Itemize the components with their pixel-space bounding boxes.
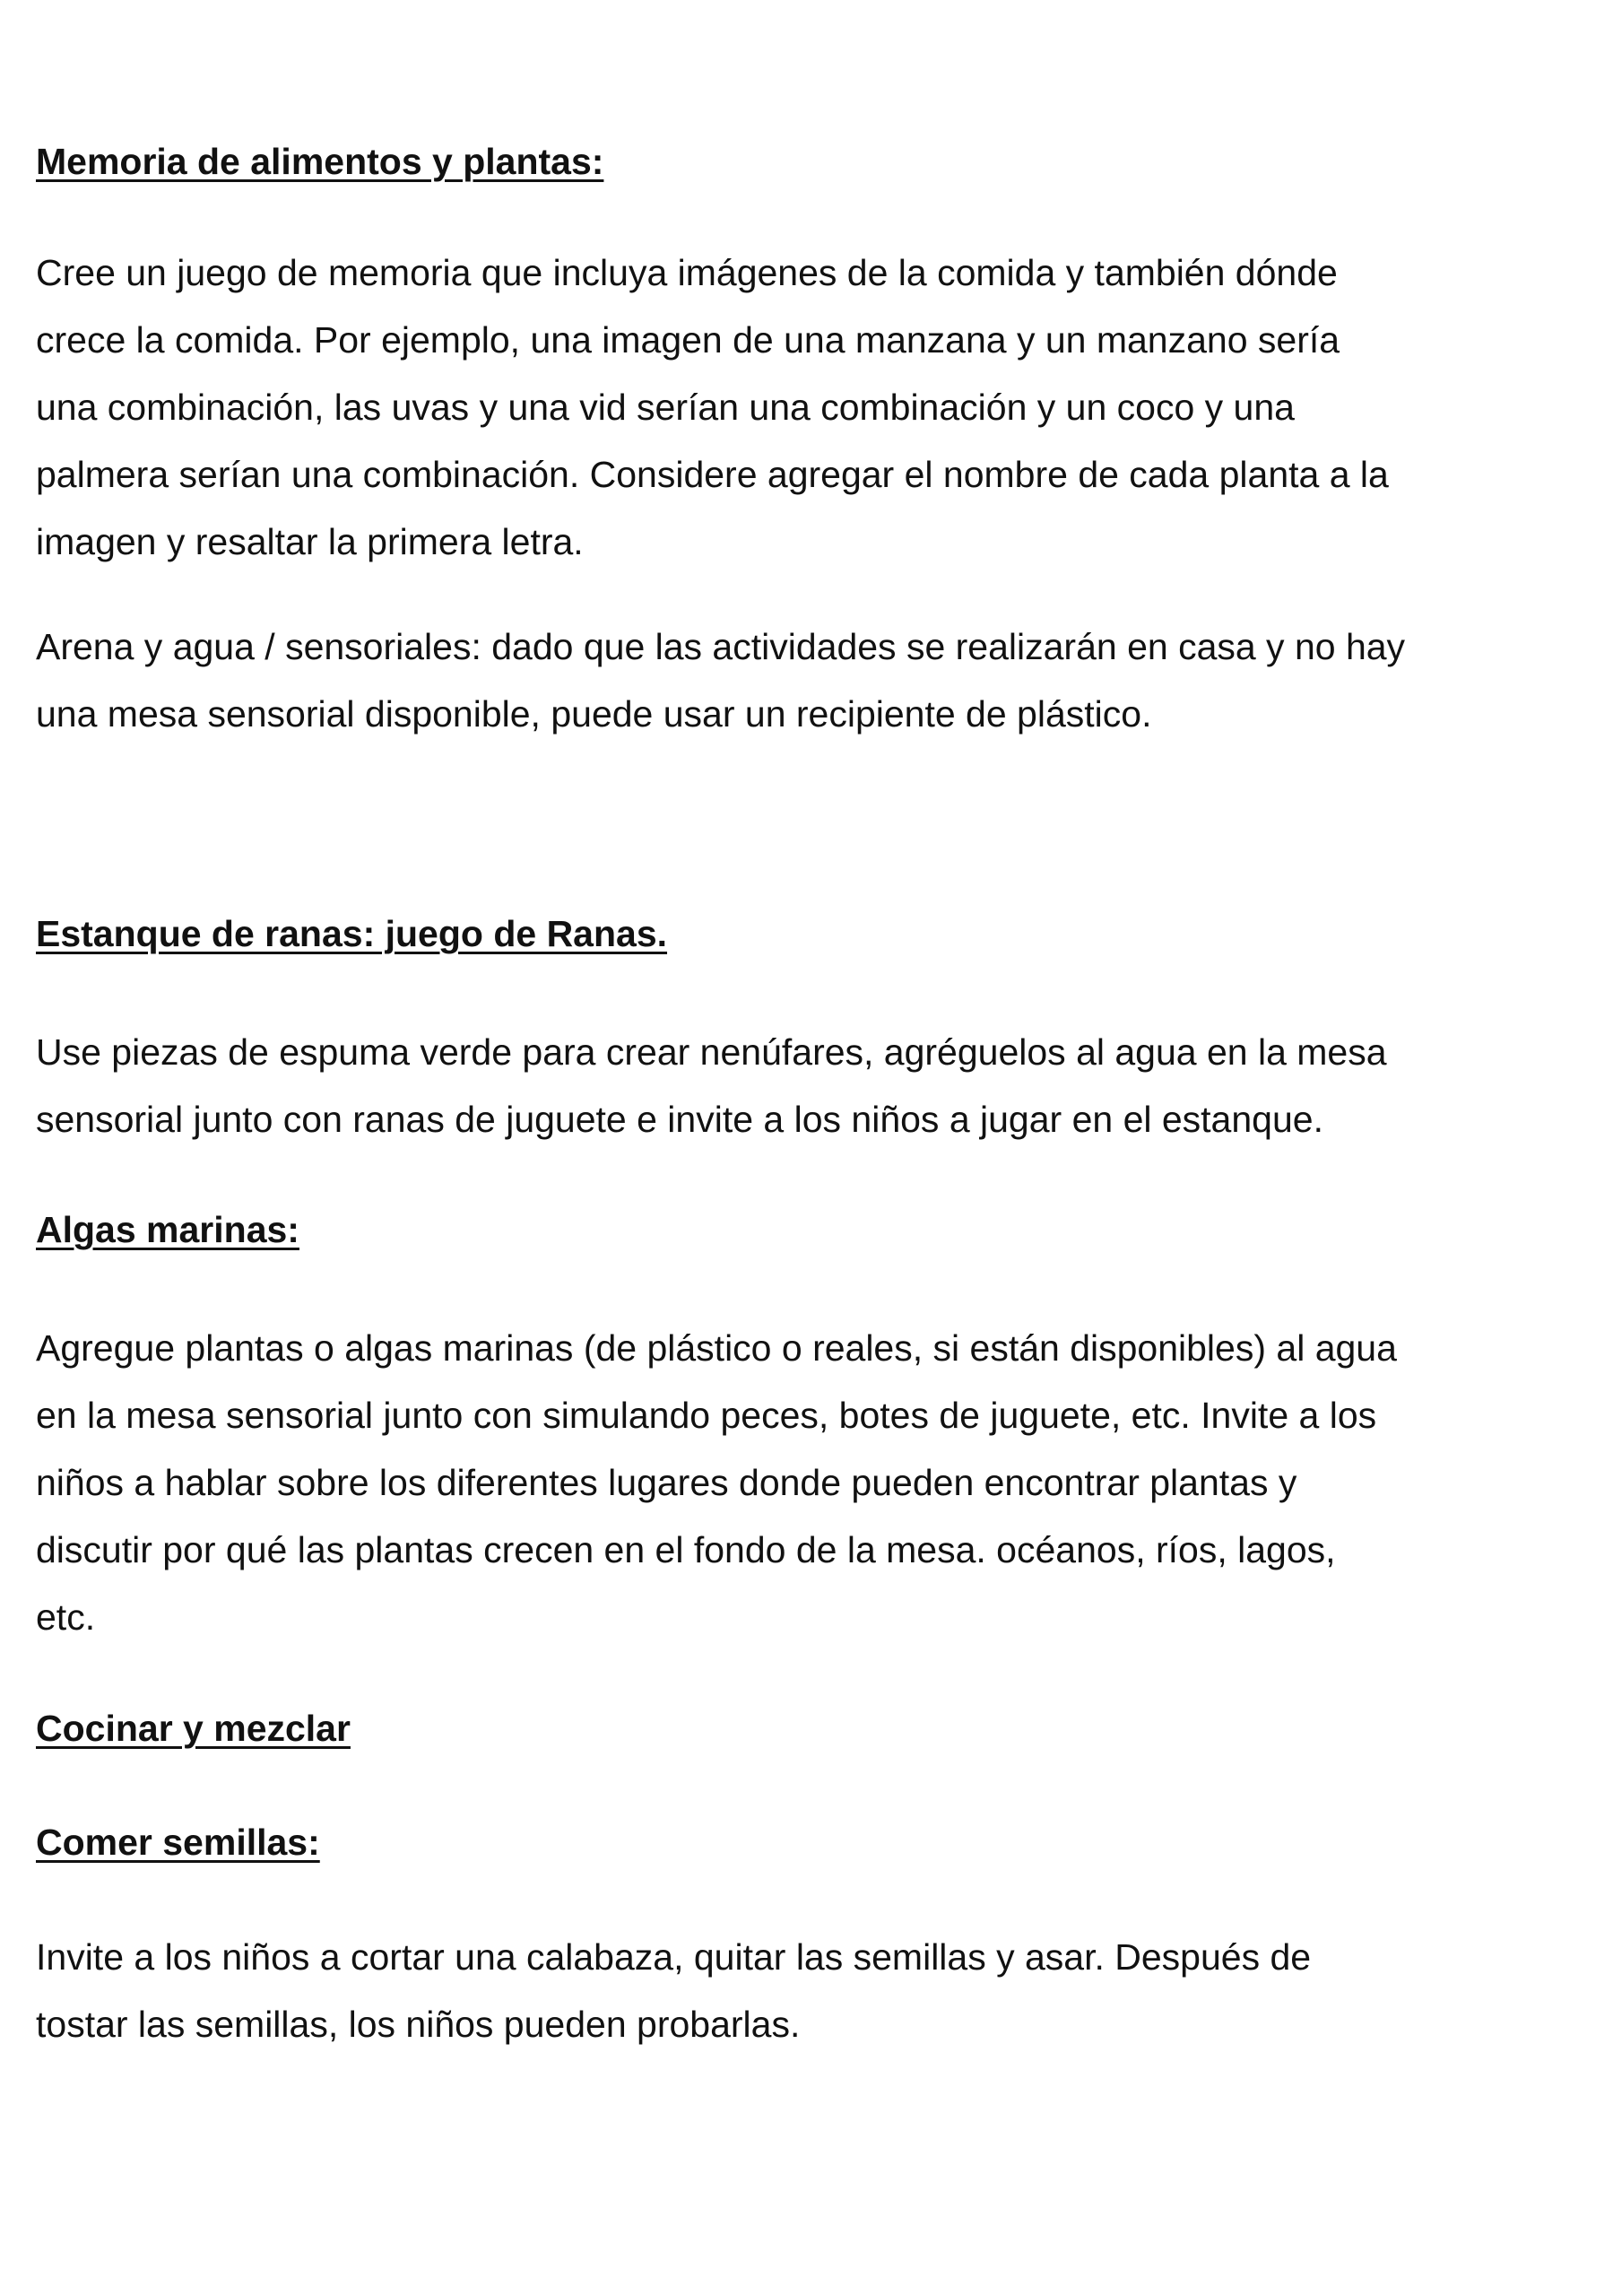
paragraph-arena-agua xyxy=(36,613,1578,748)
paragraph-line: crece la comida. Por ejemplo, una imagen de una manzana y un manzano sería xyxy=(36,319,1340,361)
paragraph-line: sensorial junto con ranas de juguete e invite a los niños a jugar en el estanque. xyxy=(36,1099,1323,1140)
paragraph-line: niños a hablar sobre los diferentes lugares donde pueden encontrar plantas y xyxy=(36,1462,1297,1503)
heading-semillas: Comer semillas: xyxy=(36,1822,320,1863)
paragraph-line: etc. xyxy=(36,1596,96,1638)
paragraph-estanque xyxy=(36,1019,1578,1153)
paragraph-line: Cree un juego de memoria que incluya imágenes de la comida y también dónde xyxy=(36,252,1338,293)
paragraph-line: palmera serían una combinación. Considere agregar el nombre de cada planta a la xyxy=(36,454,1389,495)
paragraph-line: una combinación, las uvas y una vid serían una combinación y un coco y una xyxy=(36,387,1295,428)
paragraph-line: Arena y agua / sensoriales: dado que las actividades se realizarán en casa y no hay xyxy=(36,626,1406,667)
heading-memoria: Memoria de alimentos y plantas: xyxy=(36,141,604,182)
paragraph-line: tostar las semillas, los niños pueden probarlas. xyxy=(36,2004,801,2045)
heading-cocinar: Cocinar y mezclar xyxy=(36,1708,351,1749)
heading-algas: Algas marinas: xyxy=(36,1209,299,1250)
paragraph-line: Use piezas de espuma verde para crear nenúfares, agréguelos al agua en la mesa xyxy=(36,1031,1387,1073)
heading-estanque: Estanque de ranas: juego de Ranas. xyxy=(36,913,668,954)
paragraph-line: Invite a los niños a cortar una calabaza, quitar las semillas y asar. Después de xyxy=(36,1936,1312,1978)
paragraph-line: en la mesa sensorial junto con simulando peces, botes de juguete, etc. Invite a los xyxy=(36,1395,1377,1436)
paragraph-algas xyxy=(36,1315,1578,1651)
paragraph-line: imagen y resaltar la primera letra. xyxy=(36,521,584,562)
paragraph-memoria xyxy=(36,239,1578,576)
paragraph-line: una mesa sensorial disponible, puede usar un recipiente de plástico. xyxy=(36,693,1152,735)
paragraph-semillas xyxy=(36,1924,1578,2058)
paragraph-line: discutir por qué las plantas crecen en el fondo de la mesa. océanos, ríos, lagos, xyxy=(36,1529,1336,1570)
paragraph-line: Agregue plantas o algas marinas (de plástico o reales, si están disponibles) al agua xyxy=(36,1327,1397,1369)
